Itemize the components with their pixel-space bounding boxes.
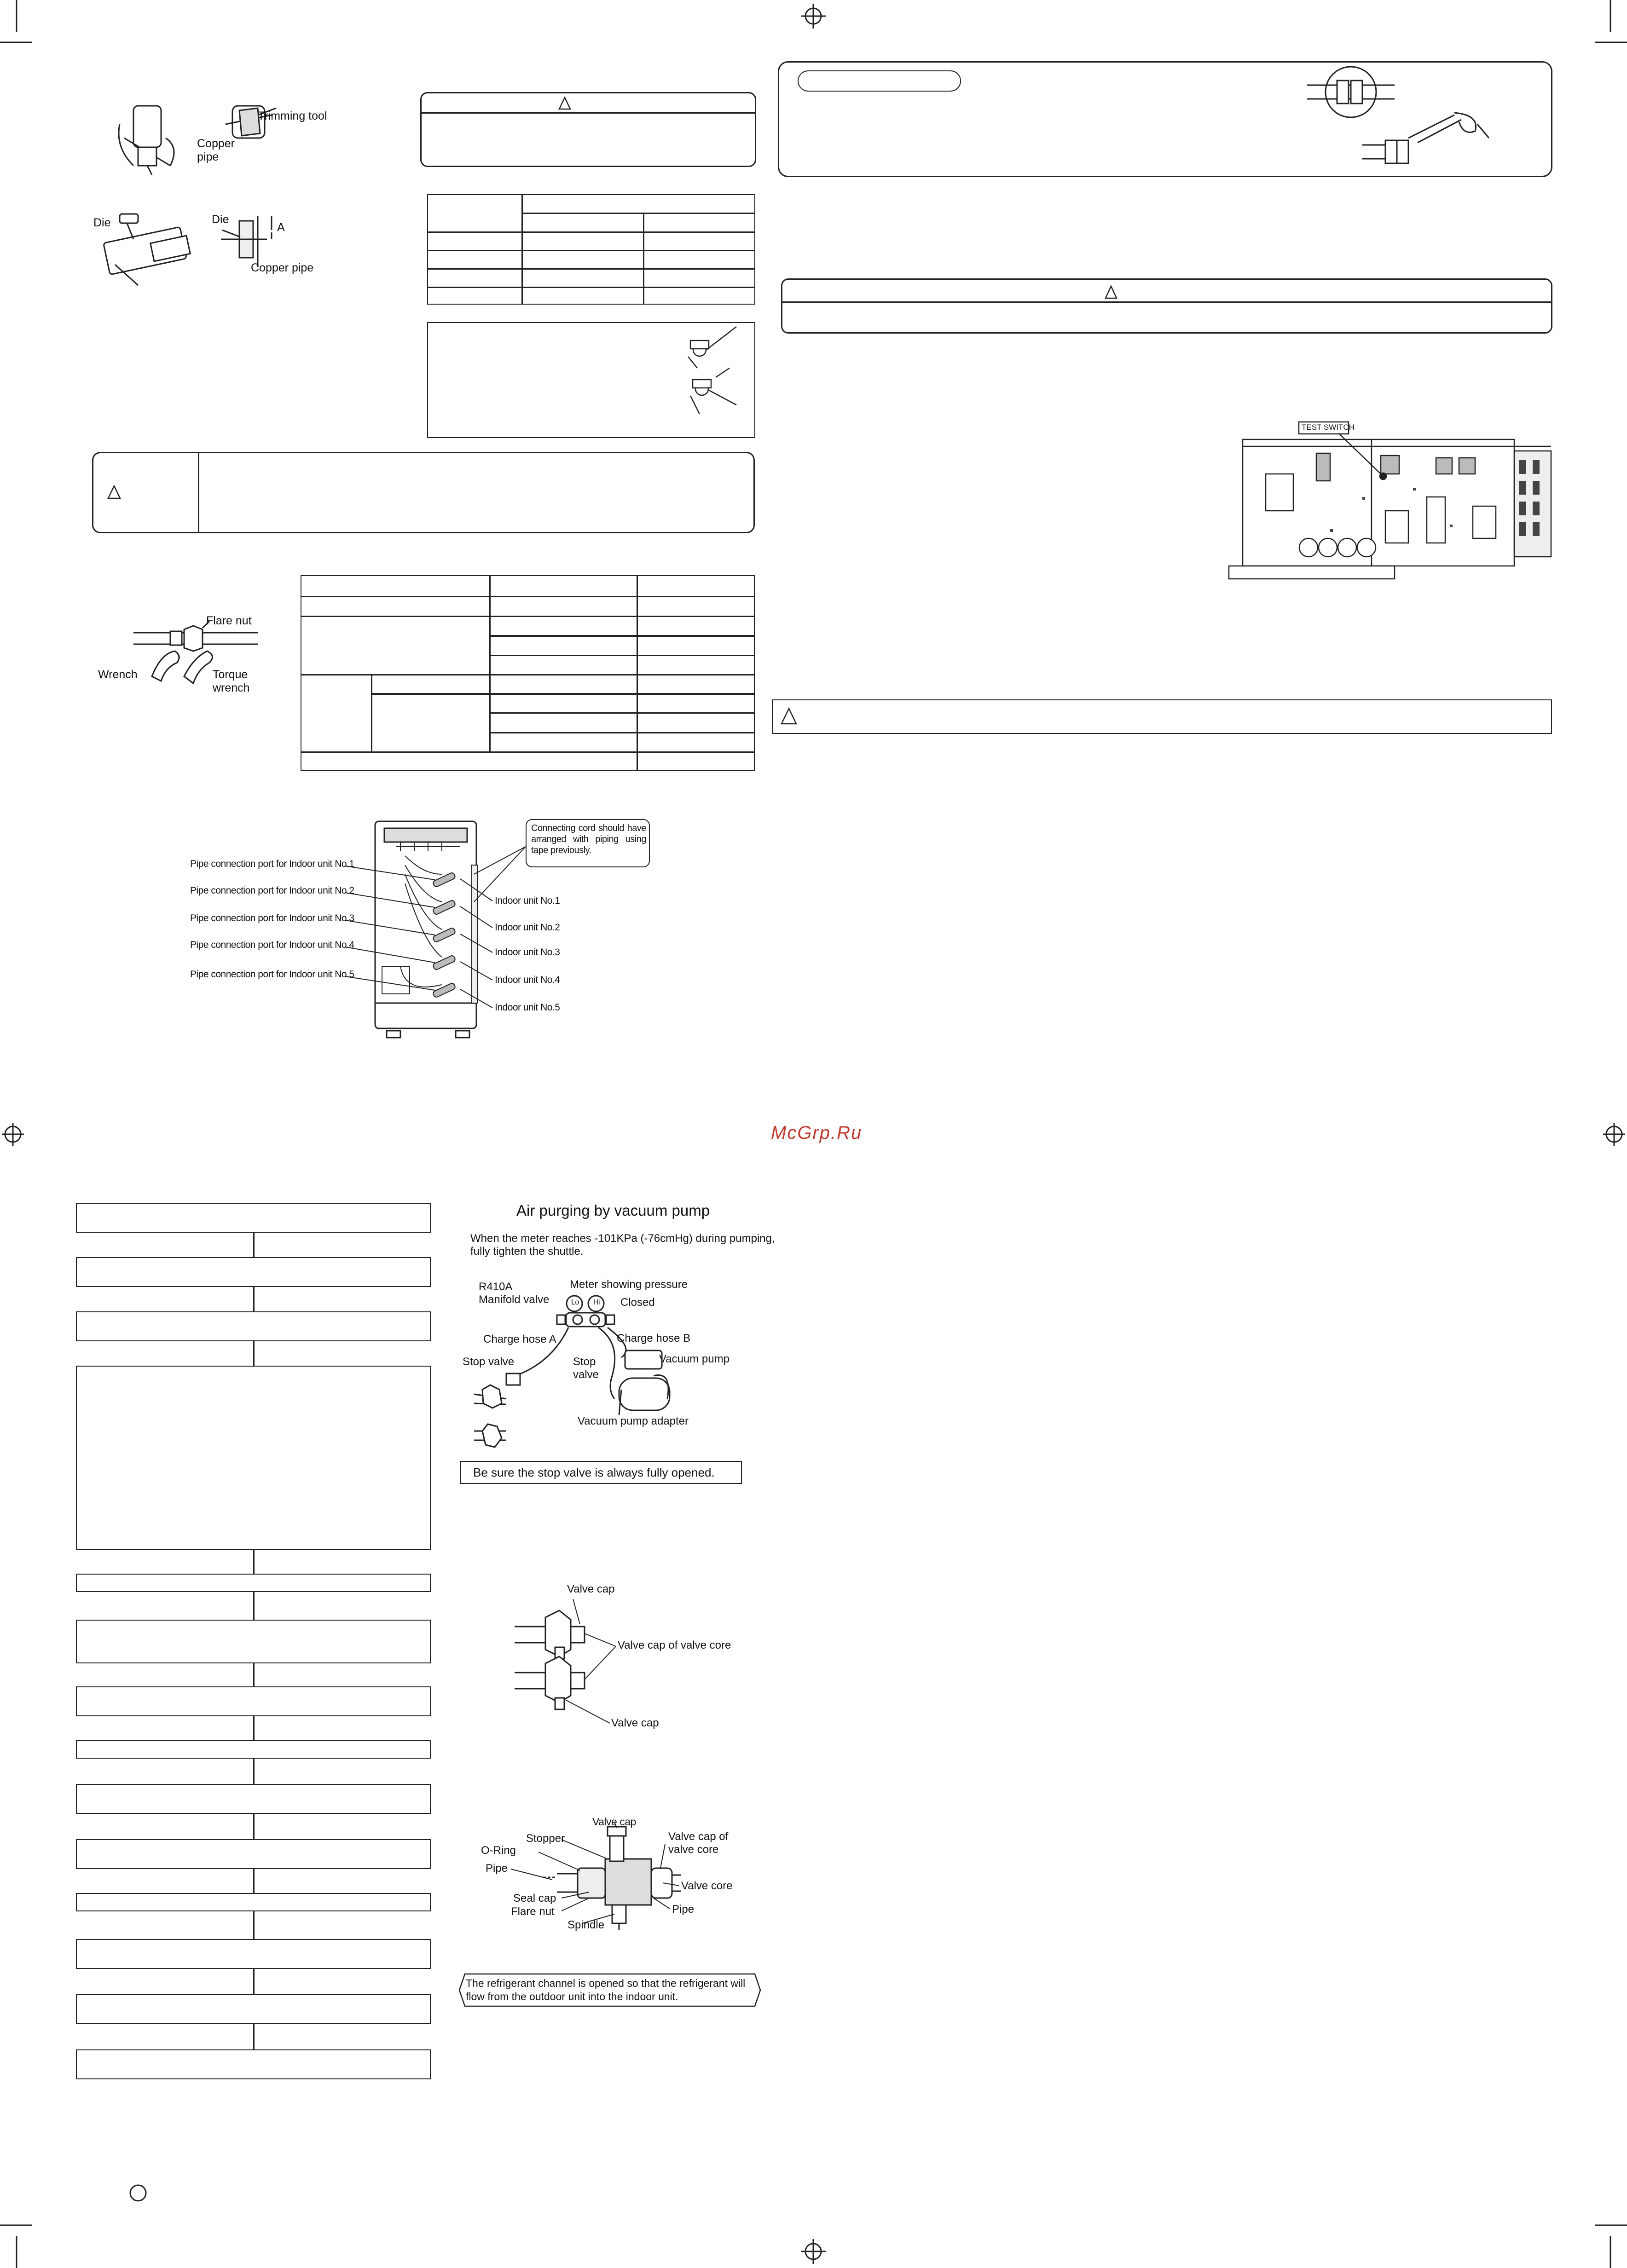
stop-valve-mid-label: Stop valve <box>573 1356 599 1381</box>
spindle-label: Spindle <box>567 1919 605 1931</box>
connecting-cord-note <box>526 819 650 867</box>
flow-step-7 <box>76 1686 431 1716</box>
charge-hose-a-label: Charge hose A <box>483 1333 556 1345</box>
flow-step-3 <box>76 1311 431 1341</box>
wrench-label: Wrench <box>98 668 138 681</box>
section-valve-cap-label: Valve cap <box>592 1816 636 1828</box>
port-label-5: Pipe connection port for Indoor unit No.5 <box>190 969 354 980</box>
valve-cap-top-label: Valve cap <box>567 1583 615 1595</box>
flow-step-6 <box>76 1620 431 1663</box>
section-valve-cap-core-label: Valve cap of valve core <box>668 1830 729 1856</box>
flow-step-11 <box>76 1893 431 1911</box>
stopper-label: Stopper <box>526 1832 565 1845</box>
connecting-cord-note-text: Connecting cord should have arranged with piping using tape previously. <box>531 823 646 855</box>
charge-hose-b-label: Charge hose B <box>617 1332 691 1345</box>
test-switch-label: TEST SWITCH <box>1302 423 1355 432</box>
stop-valve-left-label: Stop valve <box>463 1356 515 1368</box>
gauge-hi-label: Hi <box>593 1298 600 1306</box>
valve-cap-bottom-label: Valve cap <box>611 1717 659 1729</box>
port-label-2: Pipe connection port for Indoor unit No.2 <box>190 885 354 896</box>
watermark: McGrp.Ru <box>771 1123 863 1143</box>
warning-box-left <box>92 452 755 533</box>
flow-step-8 <box>76 1740 431 1759</box>
section-flare-nut-label: Flare nut <box>511 1905 555 1918</box>
vacuum-instruction: When the meter reaches -101KPa (-76cmHg) during pumping, fully tighten the shuttle. <box>470 1232 775 1258</box>
section-pipe-left-label: Pipe <box>486 1862 508 1875</box>
flow-step-9 <box>76 1784 431 1814</box>
caution-box-top-divider <box>420 112 756 114</box>
flow-step-4 <box>76 1366 431 1550</box>
meter-label: Meter showing pressure <box>570 1278 688 1291</box>
flow-step-13 <box>76 1994 431 2024</box>
caution-box-top <box>420 92 756 167</box>
die-label-right: Die <box>212 213 229 226</box>
flow-step-14 <box>76 2049 431 2079</box>
refrigerant-note: The refrigerant channel is opened so that the refrigerant will flow from the outdoor unit into the indoor unit. <box>466 1977 746 2003</box>
warning-bar-right <box>772 699 1552 734</box>
flow-step-1 <box>76 1203 431 1233</box>
vacuum-pump-label: Vacuum pump <box>659 1353 730 1365</box>
torque-wrench-label: Torque wrench <box>213 668 250 694</box>
caution-box-right <box>781 278 1552 334</box>
indoor-unit-label-5: Indoor unit No.5 <box>495 1002 560 1013</box>
gauge-lo-label: Lo <box>571 1298 579 1306</box>
indoor-unit-label-1: Indoor unit No.1 <box>495 895 560 906</box>
seal-cap-label: Seal cap <box>513 1892 556 1904</box>
flare-nut-label: Flare nut <box>206 614 252 627</box>
dim-a-label: A <box>277 221 285 234</box>
r410a-manifold-label: R410A Manifold valve <box>479 1281 550 1306</box>
caution-box-right-divider <box>781 301 1552 303</box>
stop-valve-note: Be sure the stop valve is always fully opened. <box>473 1466 715 1479</box>
port-label-1: Pipe connection port for Indoor unit No.1 <box>190 859 354 869</box>
vacuum-pump-adapter-label: Vacuum pump adapter <box>578 1415 689 1427</box>
port-label-3: Pipe connection port for Indoor unit No.3 <box>190 913 354 923</box>
flow-step-12 <box>76 1939 431 1969</box>
valve-cap-core-label: Valve cap of valve core <box>618 1639 731 1651</box>
trimming-tool-label: Trimming tool <box>258 110 327 122</box>
indoor-unit-label-2: Indoor unit No.2 <box>495 922 560 933</box>
die-label-left: Die <box>93 216 111 229</box>
flow-step-5 <box>76 1574 431 1592</box>
indoor-unit-label-3: Indoor unit No.3 <box>495 947 560 958</box>
flaring-copper-pipe-label: Copper pipe <box>251 261 314 274</box>
stop-valve-note-box <box>460 1461 742 1484</box>
port-label-4: Pipe connection port for Indoor unit No.4 <box>190 940 354 950</box>
o-ring-label: O-Ring <box>481 1844 516 1857</box>
indoor-unit-label-4: Indoor unit No.4 <box>495 975 560 985</box>
flow-step-10 <box>76 1839 431 1869</box>
closed-label: Closed <box>620 1296 655 1309</box>
info-box-top-right-title-pill <box>798 70 961 92</box>
warning-box-left-divider <box>198 452 199 533</box>
section-pipe-right-label: Pipe <box>672 1903 695 1916</box>
copper-pipe-label: Copper pipe <box>197 137 235 163</box>
valve-core-label: Valve core <box>681 1880 733 1892</box>
vacuum-title: Air purging by vacuum pump <box>516 1202 710 1219</box>
flow-step-2 <box>76 1257 431 1287</box>
